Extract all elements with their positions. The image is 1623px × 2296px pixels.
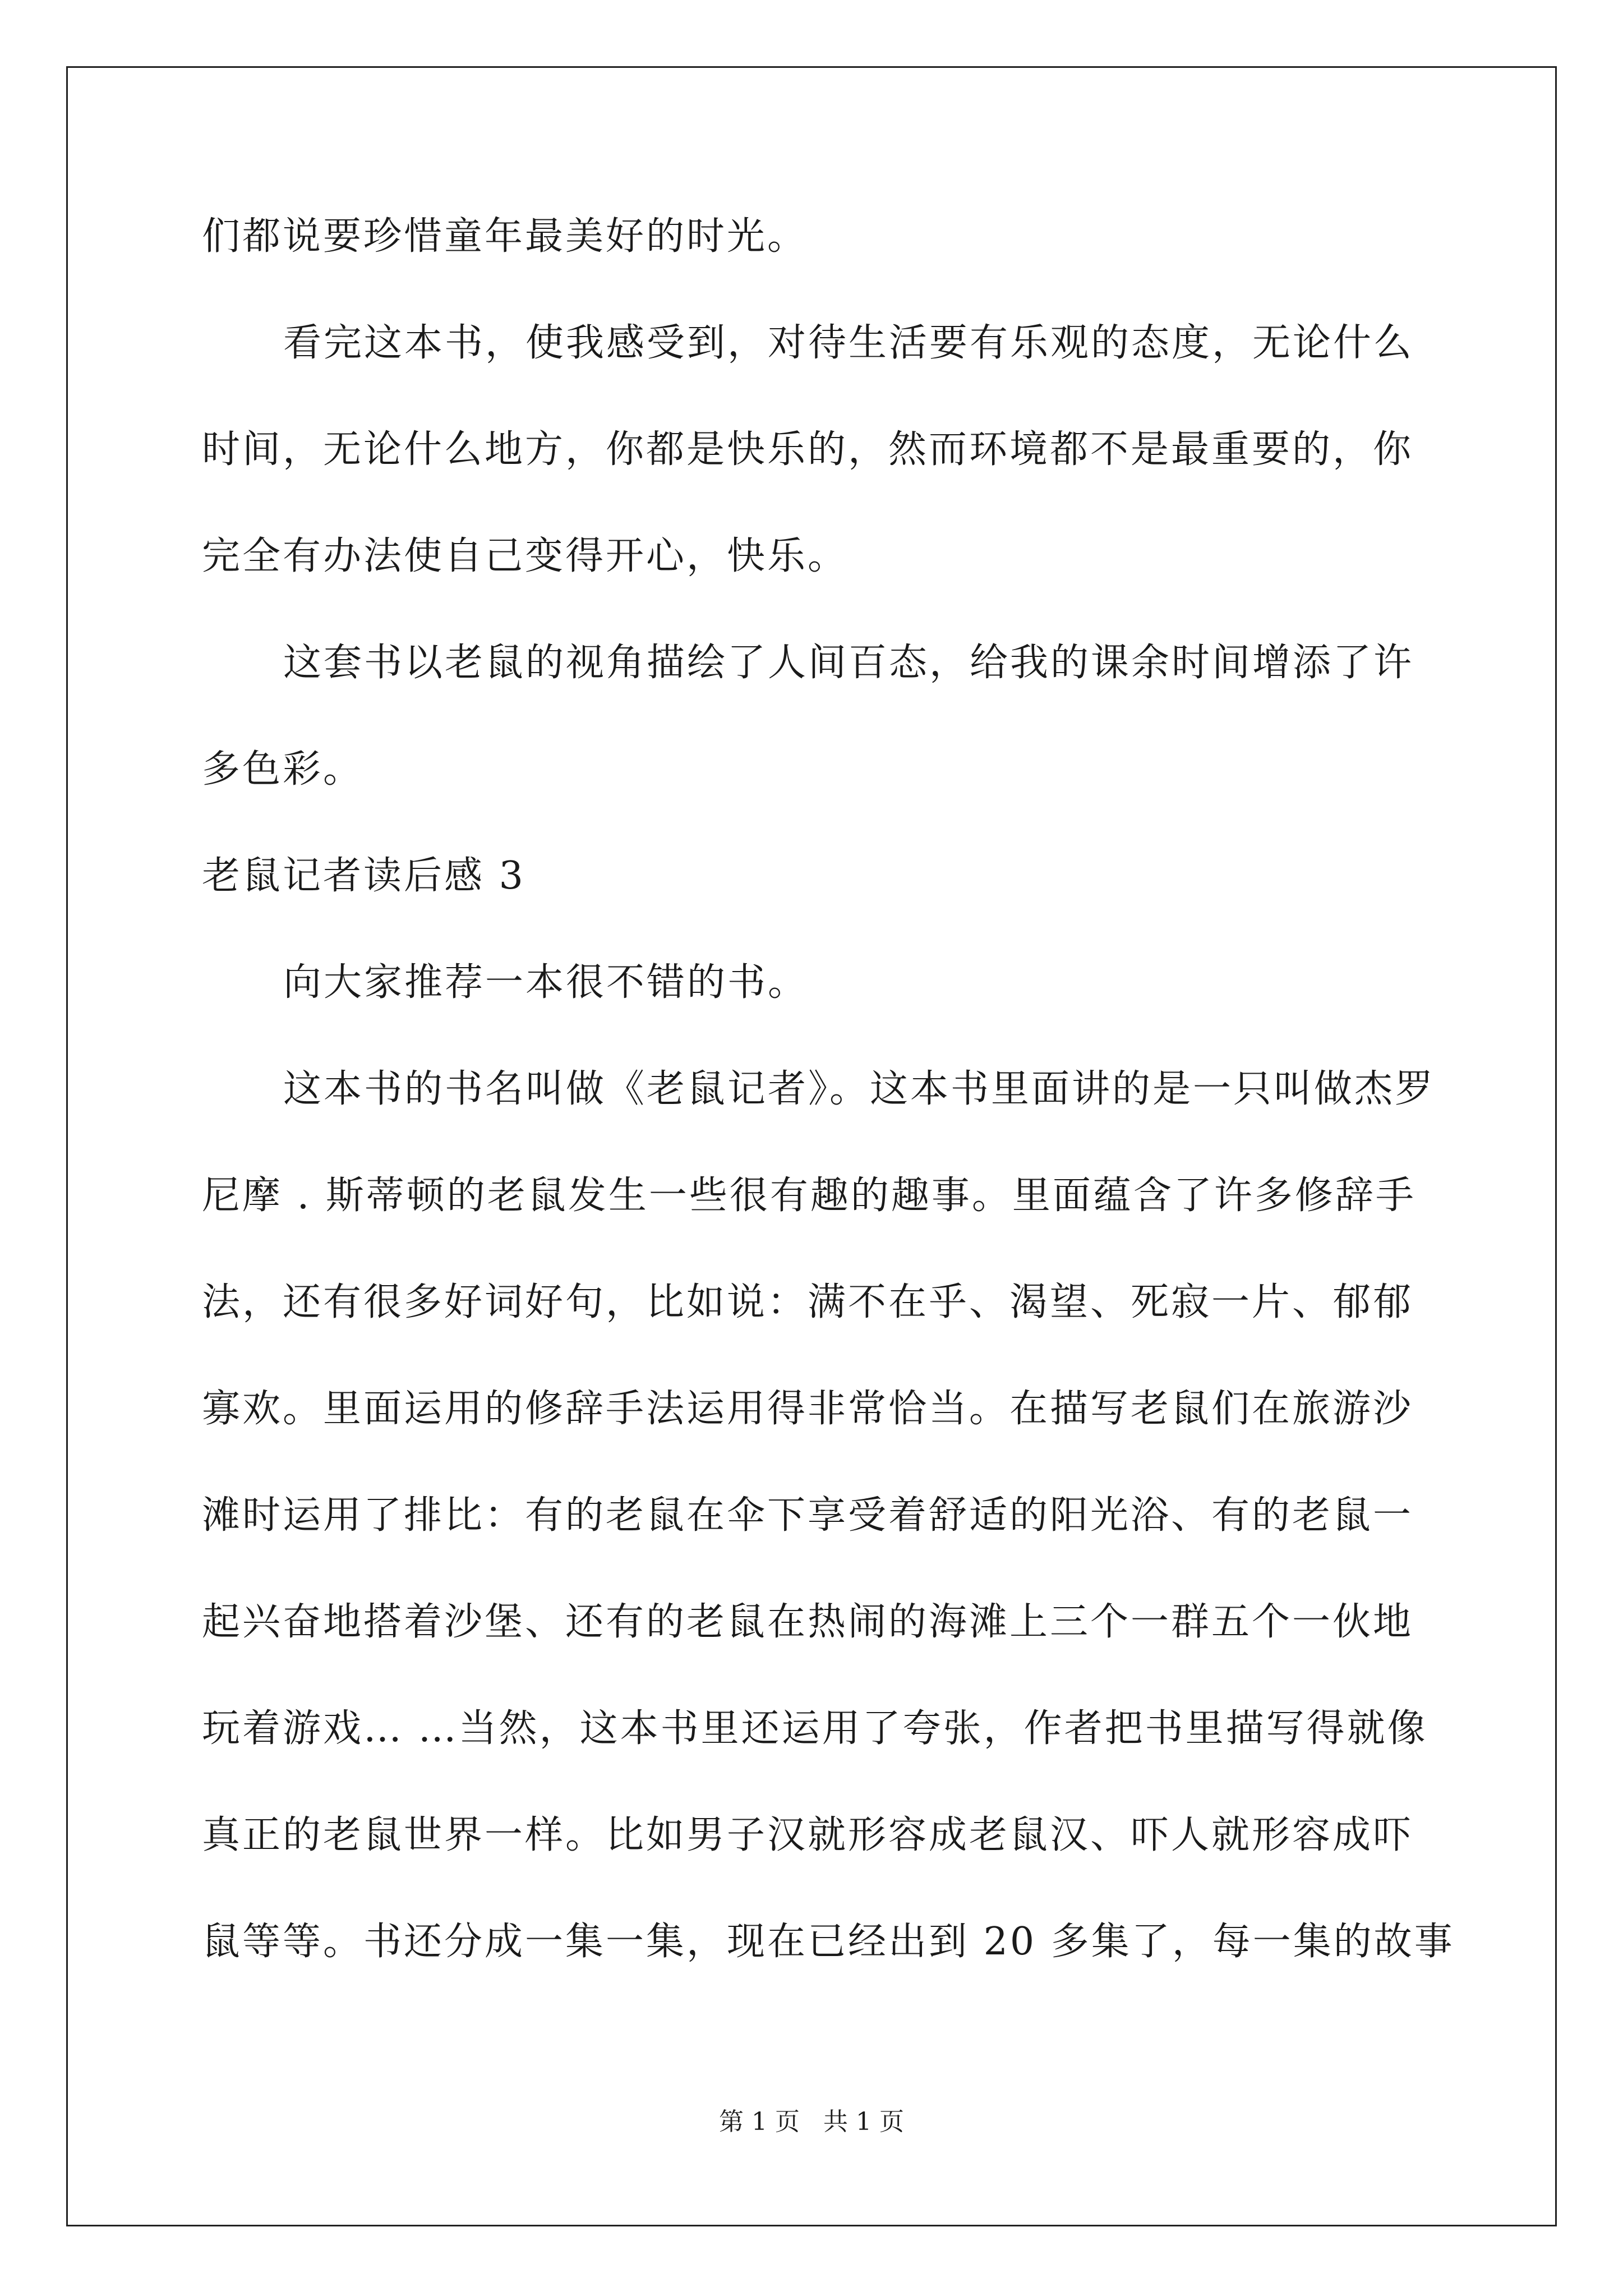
text-line-2: 看完这本书，使我感受到，对待生活要有乐观的态度，无论什么 — [283, 321, 1414, 365]
text-line-8: 向大家推荐一本很不错的书。 — [283, 960, 809, 1005]
text-line-16: 真正的老鼠世界一样。比如男子汉就形容成老鼠汉、吓人就形容成吓 — [202, 1813, 1414, 1857]
text-line-3: 时间，无论什么地方，你都是快乐的，然而环境都不是最重要的，你 — [202, 427, 1414, 472]
text-line-6: 多色彩。 — [202, 747, 364, 792]
section-heading: 老鼠记者读后感 3 — [202, 854, 525, 898]
text-line-15: 玩着游戏… …当然，这本书里还运用了夸张，作者把书里描写得就像 — [202, 1706, 1428, 1751]
text-line-17: 鼠等等。书还分成一集一集，现在已经出到 20 多集了，每一集的故事 — [202, 1920, 1455, 1964]
text-line-9: 这本书的书名叫做《老鼠记者》。这本书里面讲的是一只叫做杰罗 — [283, 1067, 1436, 1111]
text-line-10: 尼摩 . 斯蒂顿的老鼠发生一些很有趣的趣事。里面蕴含了许多修辞手 — [202, 1174, 1416, 1218]
text-line-5: 这套书以老鼠的视角描绘了人间百态，给我的课余时间增添了许 — [283, 641, 1414, 685]
text-line-13: 滩时运用了排比：有的老鼠在伞下享受着舒适的阳光浴、有的老鼠一 — [202, 1493, 1414, 1538]
text-line-14: 起兴奋地搭着沙堡、还有的老鼠在热闹的海滩上三个一群五个一伙地 — [202, 1600, 1414, 1644]
document-body — [202, 209, 1455, 2021]
page-number-footer: 第 1 页 共 1 页 — [719, 2108, 904, 2136]
text-line-11: 法，还有很多好词好句，比如说：满不在乎、渴望、死寂一片、郁郁 — [202, 1280, 1414, 1324]
text-line-12: 寡欢。里面运用的修辞手法运用得非常恰当。在描写老鼠们在旅游沙 — [202, 1387, 1414, 1431]
text-line-1: 们都说要珍惜童年最美好的时光。 — [202, 214, 808, 259]
text-line-4: 完全有办法使自己变得开心，快乐。 — [202, 534, 849, 578]
